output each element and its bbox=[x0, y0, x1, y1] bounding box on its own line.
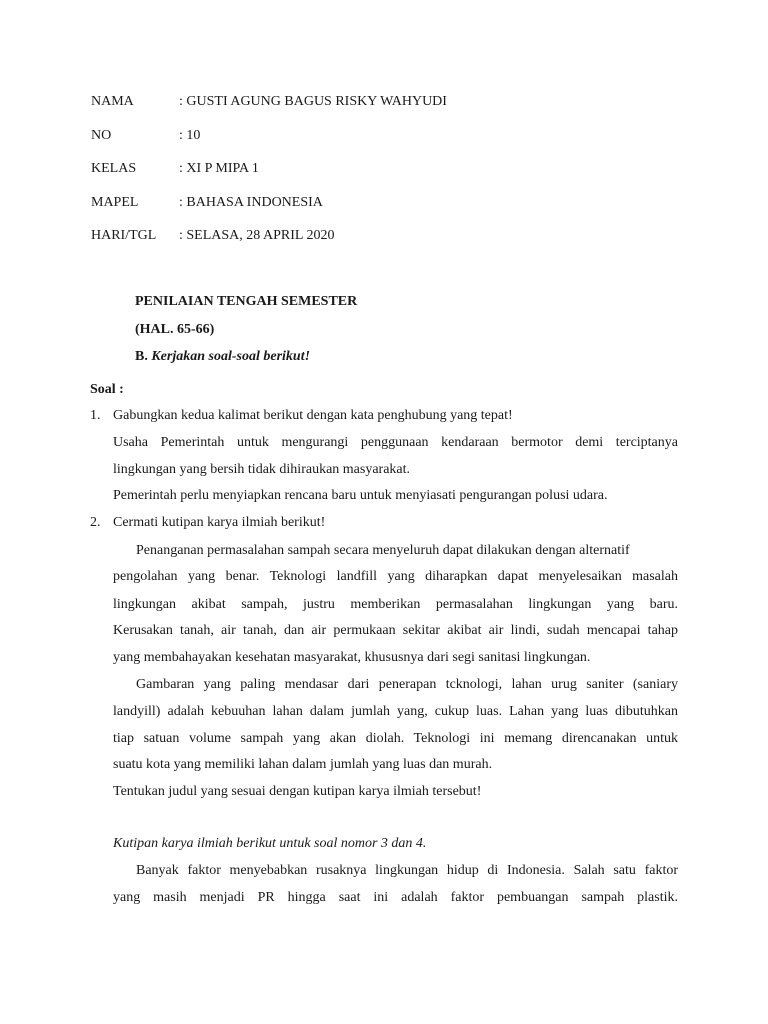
header-name-row bbox=[91, 92, 447, 112]
date-value: : SELASA, 28 APRIL 2020 bbox=[179, 228, 335, 243]
q3-4-intro: Kutipan karya ilmiah berikut untuk soal nomor 3 dan 4. bbox=[113, 836, 427, 851]
q1-line3: Pemerintah perlu menyiapkan rencana baru untuk menyiasati pengurangan polusi udara. bbox=[113, 488, 608, 503]
q2-p2-line2: landyill) adalah kebuuhan lahan dalam jumlah yang, cukup luas. Lahan yang luas dibutuhkan bbox=[113, 704, 678, 719]
q2-p1-line4: Kerusakan tanah, air tanah, dan air permukaan sekitar akibat air lindi, sudah mencapai tahap bbox=[113, 623, 678, 638]
kelas-label: KELAS bbox=[91, 161, 137, 176]
q2-prompt: Cermati kutipan karya ilmiah berikut! bbox=[113, 515, 326, 530]
header-kelas-row bbox=[91, 159, 259, 179]
soal-label: Soal : bbox=[90, 382, 124, 397]
q1-prompt: Gabungkan kedua kalimat berikut dengan kata penghubung yang tepat! bbox=[113, 408, 513, 423]
exam-pages: (HAL. 65-66) bbox=[135, 322, 215, 337]
q3-4-line1: Banyak faktor menyebabkan rusaknya lingkungan hidup di Indonesia. Salah satu faktor bbox=[136, 863, 678, 878]
section-instruction: Kerjakan soal-soal berikut! bbox=[151, 349, 311, 364]
name-label: NAMA bbox=[91, 94, 134, 109]
q2-p2-line4: suatu kota yang memiliki lahan dalam jumlah yang luas dan murah. bbox=[113, 757, 493, 772]
q2-p1-line2: pengolahan yang benar. Teknologi landfill yang diharapkan dapat menyelesaikan masalah bbox=[113, 569, 678, 584]
q1-line2: lingkungan yang bersih tidak dihiraukan masyarakat. bbox=[113, 462, 411, 477]
q1-line1: Usaha Pemerintah untuk mengurangi penggunaan kendaraan bermotor demi terciptanya bbox=[113, 435, 678, 450]
mapel-value: : BAHASA INDONESIA bbox=[179, 195, 323, 210]
no-value: : 10 bbox=[179, 128, 201, 143]
section-letter: B. bbox=[135, 349, 148, 364]
q2-p1-line1: Penanganan permasalahan sampah secara menyeluruh dapat dilakukan dengan alternatif bbox=[136, 543, 630, 558]
q2-p2-line3: tiap satuan volume sampah yang akan diolah. Teknologi ini memang direncanakan untuk bbox=[113, 731, 678, 746]
q2-number: 2. bbox=[90, 515, 101, 530]
header-mapel-row bbox=[91, 193, 323, 213]
mapel-label: MAPEL bbox=[91, 195, 139, 210]
q2-p2-line1: Gambaran yang paling mendasar dari penerapan tcknologi, lahan urug saniter (saniary bbox=[136, 677, 678, 692]
kelas-value: : XI P MIPA 1 bbox=[179, 161, 259, 176]
q2-p1-line3: lingkungan akibat sampah, justru memberikan permasalahan lingkungan yang baru. bbox=[113, 597, 678, 612]
q1-number: 1. bbox=[90, 408, 101, 423]
name-value: : GUSTI AGUNG BAGUS RISKY WAHYUDI bbox=[179, 94, 447, 109]
q2-task: Tentukan judul yang sesuai dengan kutipan karya ilmiah tersebut! bbox=[113, 784, 482, 799]
header-no-row bbox=[91, 126, 200, 146]
no-label: NO bbox=[91, 128, 112, 143]
header-date-row bbox=[91, 226, 334, 246]
q2-p1-line5: yang membahayakan kesehatan masyarakat, khususnya dari segi sanitasi lingkungan. bbox=[113, 650, 591, 665]
section-heading bbox=[135, 347, 310, 367]
q3-4-line2: yang masih menjadi PR hingga saat ini adalah faktor pembuangan sampah plastik. bbox=[113, 890, 678, 905]
exam-heading: PENILAIAN TENGAH SEMESTER bbox=[135, 294, 358, 309]
date-label: HARI/TGL bbox=[91, 228, 157, 243]
